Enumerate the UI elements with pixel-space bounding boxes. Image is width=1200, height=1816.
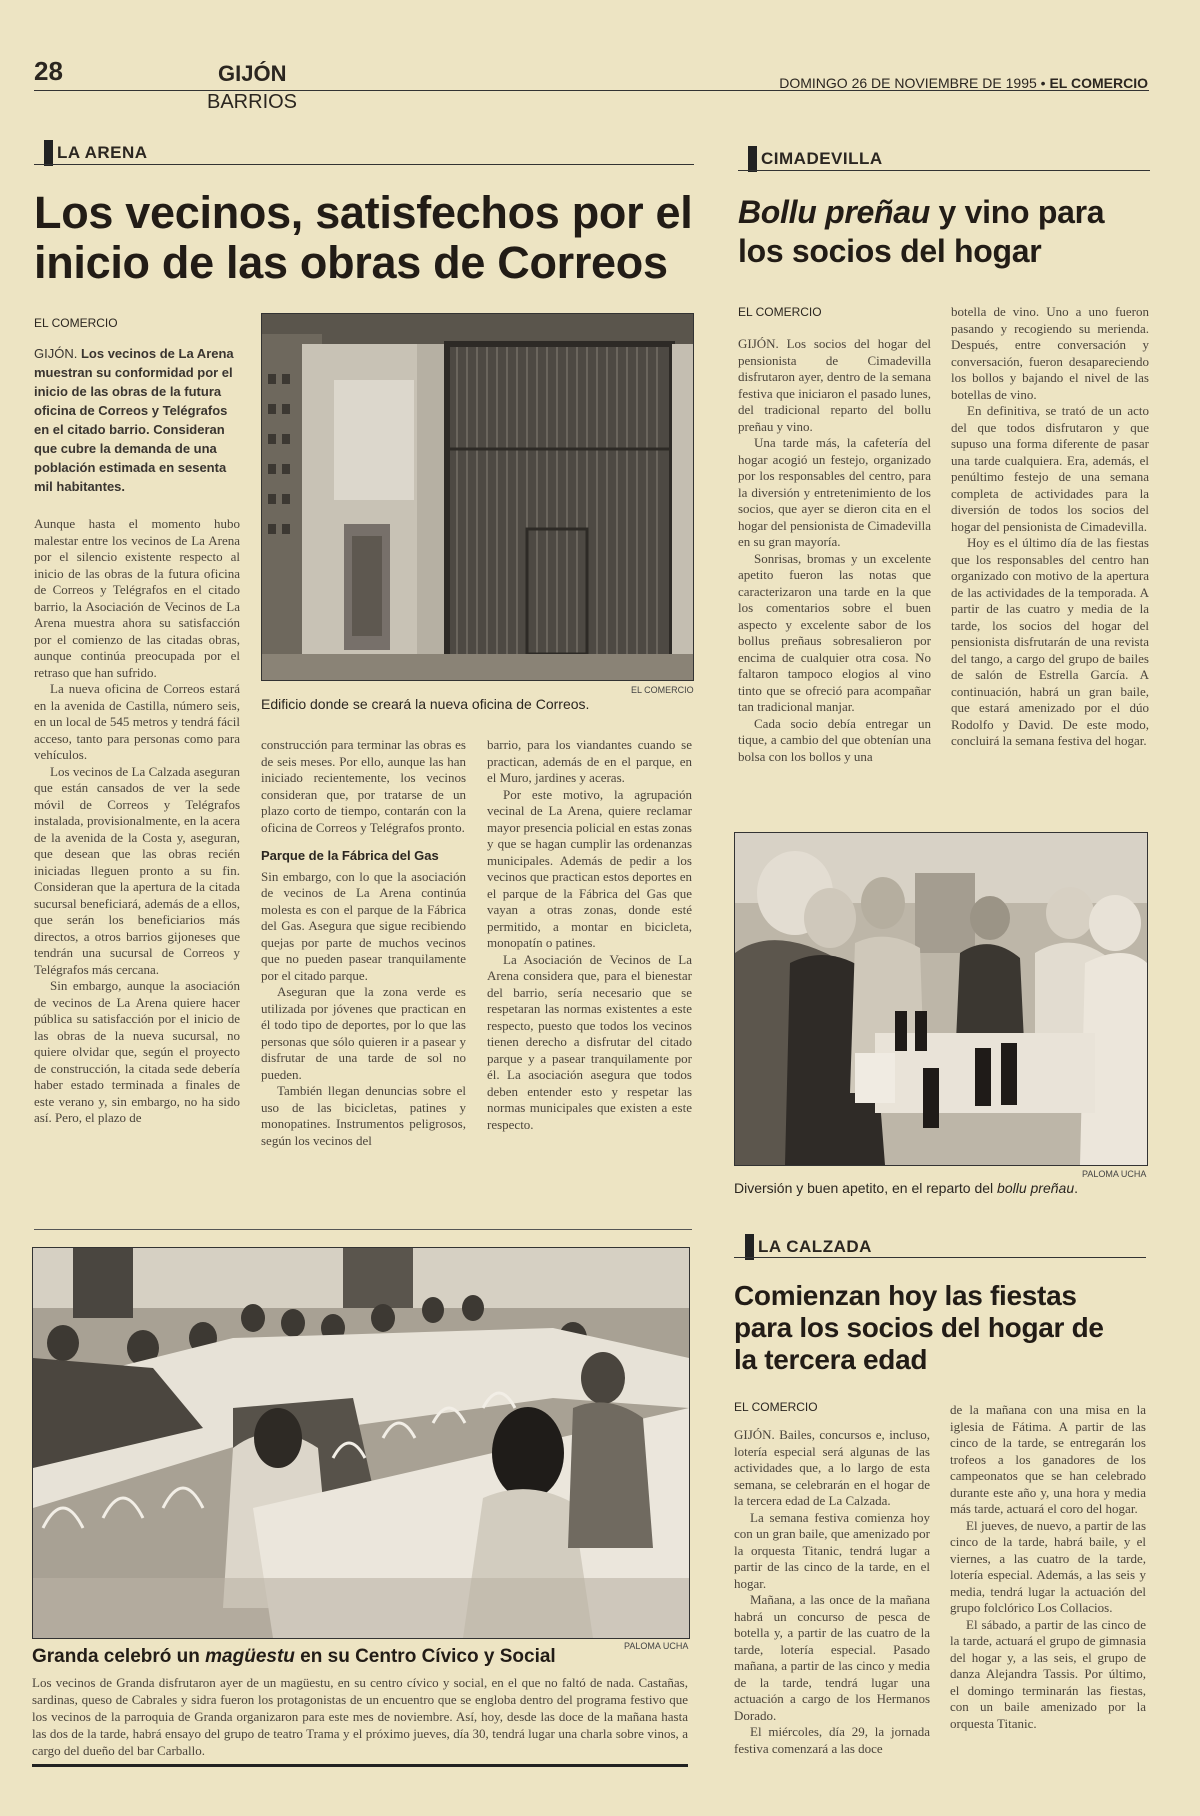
paragraph: Por este motivo, la agrupación vecinal de La Arena, quiere reclamar mayor presencia policial en estas zonas y que se hagan cumplir las ordenanzas municipales. Además de pedir a los vecinos que practican estos deportes en el parque de la Fábrica del Gas que vayan a otras zonas, donde esté permitido, a montar en bicicleta, monopatín o patines.	[487, 786, 692, 950]
building-image	[262, 314, 693, 680]
dateline	[779, 75, 1148, 91]
section-title: GIJÓN	[218, 61, 287, 86]
headline-text: en su Centro Cívico y Social	[294, 1646, 556, 1667]
paragraph: Mañana, a las once de la mañana habrá un concurso de pesca de botella y, a partir de las cuatro de la tarde, lotería especial. Pasado mañana, a partir de las cinco y media de la tarde, tendrá lugar una actuación a cargo de los Hermanos Dorado.	[734, 1592, 930, 1723]
kicker-rule	[734, 1257, 1146, 1258]
kicker-bar	[748, 146, 757, 172]
kicker-rule	[34, 164, 694, 165]
article-column	[734, 1427, 930, 1757]
paragraph: Una tarde más, la cafetería del hogar acogió un festejo, organizado por los responsables del centro, para la diversión y entretenimiento de los socios, que ayer se dieron cita en el hogar del pensionista de Cimadevilla en su gran mayoría.	[738, 435, 931, 549]
paragraph: La nueva oficina de Correos estará en la avenida de Castilla, número seis, en un local de 545 metros y tendrá fácil acceso, tanto para personas como para vehículos.	[34, 681, 240, 762]
paragraph: Cada socio debía entregar un tique, a cambio del que obtenían una bolsa con los bollos y una	[738, 715, 931, 764]
paragraph: La Asociación de Vecinos de La Arena considera que, para el bienestar del barrio, sería necesario que se respetaran las normas existentes a este respecto, puesto que todos los vecinos tienen derecho a disfrutar del citado parque y a pasear tranquilamente por él. La asociación asegura que todos deben entender esto y respetar las normas municipales que existen a este respecto.	[487, 951, 692, 1132]
kicker-label: LA CALZADA	[758, 1237, 872, 1256]
article-column	[950, 1402, 1146, 1732]
paragraph: botella de vino. Uno a uno fueron pasando y recogiendo su merienda. Después, entre conversación y conversación, fueron desapareciendo los bollos y bajando el nivel de las botellas de vino.	[951, 304, 1149, 402]
photo-caption	[734, 1180, 1078, 1196]
caption-italic: bollu preñau	[997, 1180, 1075, 1196]
issue-date: DOMINGO 26 DE NOVIEMBRE DE 1995	[779, 75, 1037, 91]
headline-line: Comienzan hoy las fiestas	[734, 1280, 1077, 1311]
photo-bollu-distribution	[734, 832, 1148, 1166]
headline-line: la tercera edad	[734, 1344, 928, 1375]
bollu-image	[735, 833, 1147, 1165]
paragraph: Los vecinos de La Calzada aseguran que están cansados de ver la sede móvil de Correos y Telégrafos instalada, provisionalmente, en la acera de la avenida de la Costa y, aseguran, que desean que las obras recién iniciadas lleguen pronto a su fin. Consideran que la apertura de la citada sucursal beneficiará, además de a ellos, que serán los beneficiarios más directos, a otros barrios gijoneses que tendrán una sucursal de Correos y Telégrafos más cercana.	[34, 763, 240, 977]
section-divider	[34, 1229, 692, 1230]
article-column	[487, 737, 692, 1133]
caption-text: Diversión y buen apetito, en el reparto del	[734, 1180, 998, 1196]
paragraph: de la mañana con una misa en la iglesia de Fátima. A partir de las cinco de la tarde, se entregarán los trofeos a los ganadores de los campeonatos que se han celebrado durante este año y, una hora y media más tarde, actuará el coro del hogar.	[950, 1402, 1146, 1516]
header-rule	[34, 90, 1149, 91]
headline-line: Los vecinos, satisfechos por el	[34, 187, 693, 238]
paragraph: construcción para terminar las obras es de seis meses. Por ello, aunque las han iniciado recientemente, los vecinos consideran que, por tratarse de un plazo corto de tiempo, contarán con la oficina de Correos y Telégrafos pronto.	[261, 737, 466, 835]
paragraph: El miércoles, día 29, la jornada festiva comenzará a las doce	[734, 1724, 930, 1756]
article-column	[951, 304, 1149, 750]
headline-line: para los socios del hogar de	[734, 1312, 1104, 1343]
headline-text: Granda celebró un	[32, 1646, 206, 1667]
paragraph: En definitiva, se trató de un acto del que todos disfrutaron y que supuso una forma diferente de pasar una tarde cualquiera. Era, además, el penúltimo festejo de una semana completa de actividades para la diversión de todos los socios del hogar del pensionista de Cimadevilla.	[951, 403, 1149, 534]
paragraph: GIJÓN. Bailes, concursos e, incluso, lotería especial será algunas de las actividades que, a lo largo de esta semana, se celebrarán en el hogar de la tercera edad de La Calzada.	[734, 1427, 930, 1508]
page-number: 28	[34, 56, 63, 86]
caption-text: .	[1074, 1180, 1078, 1196]
separator-dot: •	[1040, 75, 1046, 91]
headline-calzada	[734, 1280, 1154, 1376]
subsection-title: BARRIOS	[207, 91, 298, 113]
kicker-la-arena	[44, 140, 148, 166]
paragraph: barrio, para los viandantes cuando se practican, además de en el parque, en el Muro, jardines y aceras.	[487, 737, 692, 785]
kicker-cimadevilla	[748, 146, 883, 172]
lead-text: Los vecinos de La Arena muestran su conformidad por el inicio de las obras de la futura oficina de Correos y Telégrafos en el citado barrio. Consideran que cubre la demanda de una población estimada en sesenta mil habitantes.	[34, 346, 234, 494]
headline-line: inicio de las obras de Correos	[34, 237, 668, 288]
headline-line	[738, 193, 1158, 232]
byline: EL COMERCIO	[34, 316, 118, 330]
article-column	[261, 737, 466, 1149]
paragraph: Sin embargo, aunque la asociación de vecinos de La Arena quiere hacer pública su satisfacción por el inicio de las obras de la nueva sucursal, no quiere olvidar que, según el proyecto de construcción, la citada sede debería haber estado terminada a finales de este verano y, sin embargo, no ha sido así. Pero, el plazo de	[34, 978, 240, 1125]
paragraph: Sin embargo, con lo que la asociación de vecinos de La Arena continúa molesta es con el parque de la Fábrica del Gas. Asegura que sigue recibiendo quejas por parte de muchos vecinos que no pueden pasear tranquilamente por el citado parque.	[261, 868, 466, 983]
paragraph: Aunque hasta el momento hubo malestar entre los vecinos de La Arena por el silencio existente respecto al inicio de las obras de la futura oficina de Correos y Telégrafos en el citado barrio, la Asociación de Vecinos de La Arena muestra ahora su satisfacción por el comienzo de las citadas obras, aunque continúa preocupada por el retraso que han sufrido.	[34, 516, 240, 680]
photo-granda-maguestu	[32, 1247, 690, 1639]
paragraph: Sonrisas, bromas y un excelente apetito fueron las notas que caracterizaron una tarde en la que los comentarios sobre el buen aspecto y excelente sabor de los bollus preñaus sobresalieron por encima de cualquier otra cosa. No faltaron tampoco elogios al vino tinto que se ofreció para acompañar tan tradicional manjar.	[738, 550, 931, 714]
kicker-bar	[44, 140, 53, 166]
paragraph: La semana festiva comienza hoy con un gran baile, que amenizado por la orquesta Titanic, tendrá lugar a partir de las cinco de la tarde, en el hogar.	[734, 1509, 930, 1591]
photo-credit: PALOMA UCHA	[1082, 1169, 1147, 1179]
paragraph: GIJÓN. Los socios del hogar del pensionista de Cimadevilla disfrutaron ayer, dentro de la semana festiva que iniciaron el pasado lunes, del tradicional reparto del bollu preñau y vino.	[738, 336, 931, 434]
byline: EL COMERCIO	[734, 1400, 818, 1414]
kicker-label: CIMADEVILLA	[761, 149, 883, 168]
headline-italic: magüestu	[205, 1646, 295, 1667]
photo-credit: EL COMERCIO	[631, 685, 694, 695]
photo-correos-building	[261, 313, 694, 681]
lead-paragraph	[34, 344, 240, 496]
paragraph: El sábado, a partir de las cinco de la tarde, actuará el grupo de gimnasia del hogar y, a las seis, el grupo de danza Alejandra Tassis. Por último, el domingo terminarán las fiestas, con un baile amenizado por la orquesta Titanic.	[950, 1616, 1146, 1731]
headline-italic: Bollu preñau	[738, 194, 930, 230]
granda-body	[32, 1674, 688, 1759]
photo-caption: Edificio donde se creará la nueva oficina de Correos.	[261, 696, 590, 712]
article-column	[34, 516, 240, 1127]
maguestu-image	[33, 1248, 689, 1638]
paragraph: Hoy es el último día de las fiestas que los responsables del centro han organizado con motivo de la apertura de las actividades de la temporada. A partir de las cuatro y media de la tarde, los socios del hogar del pensionista disfrutarán de una revista del tango, a cargo del grupo de bailes de salón de Estrella García. A continuación, habrá un gran baile, que estará amenizado por el dúo Rodolfo y David. De este modo, concluirá la semana festiva del hogar.	[951, 535, 1149, 748]
paragraph: Los vecinos de Granda disfrutaron ayer de un magüestu, en su centro cívico y social, en el que no faltó de nada. Castañas, sardinas, queso de Cabrales y sidra fueron los protagonistas de un encuentro que se engloba dentro del programa festivo que los vecinos de la parroquia de Granda organizaron para este mes de noviembre. Así, hoy, desde las doce de la mañana hasta las dos de la tarde, habrá ensayo del grupo de teatro Trama y el próximo jueves, día 30, tendrá lugar una charla sobre vinos, a cargo del dueño del bar Carballo.	[32, 1675, 688, 1758]
article-column	[738, 336, 931, 765]
headline-granda	[32, 1646, 556, 1668]
subheading: Parque de la Fábrica del Gas	[261, 848, 439, 863]
lead-place: GIJÓN.	[34, 346, 78, 361]
paragraph: También llegan denuncias sobre el uso de las bicicletas, patines y monopatines. Instrumentos peligrosos, según los vecinos del	[261, 1083, 466, 1148]
publication-name: EL COMERCIO	[1049, 75, 1148, 91]
kicker-rule	[738, 170, 1150, 171]
kicker-label: LA ARENA	[57, 143, 148, 162]
headline-cimadevilla	[738, 193, 1158, 271]
headline-line: los socios del hogar	[738, 233, 1042, 269]
headline-rest: y vino para	[929, 194, 1105, 230]
headline-arena	[34, 188, 714, 288]
paragraph: El jueves, de nuevo, a partir de las cinco de la tarde, habrá baile, y el viernes, a las cuatro de la tarde, lotería especial. Además, a las seis y media, tendrá lugar la actuación del grupo folclórico Los Collacios.	[950, 1517, 1146, 1615]
byline: EL COMERCIO	[738, 305, 822, 319]
photo-credit: PALOMA UCHA	[624, 1641, 689, 1651]
paragraph: Aseguran que la zona verde es utilizada por jóvenes que practican en él todo tipo de deportes, por lo que las personas que sólo quieren ir a pasear y disfrutar de una tarde de sol no pueden.	[261, 984, 466, 1082]
bottom-rule	[32, 1764, 688, 1767]
